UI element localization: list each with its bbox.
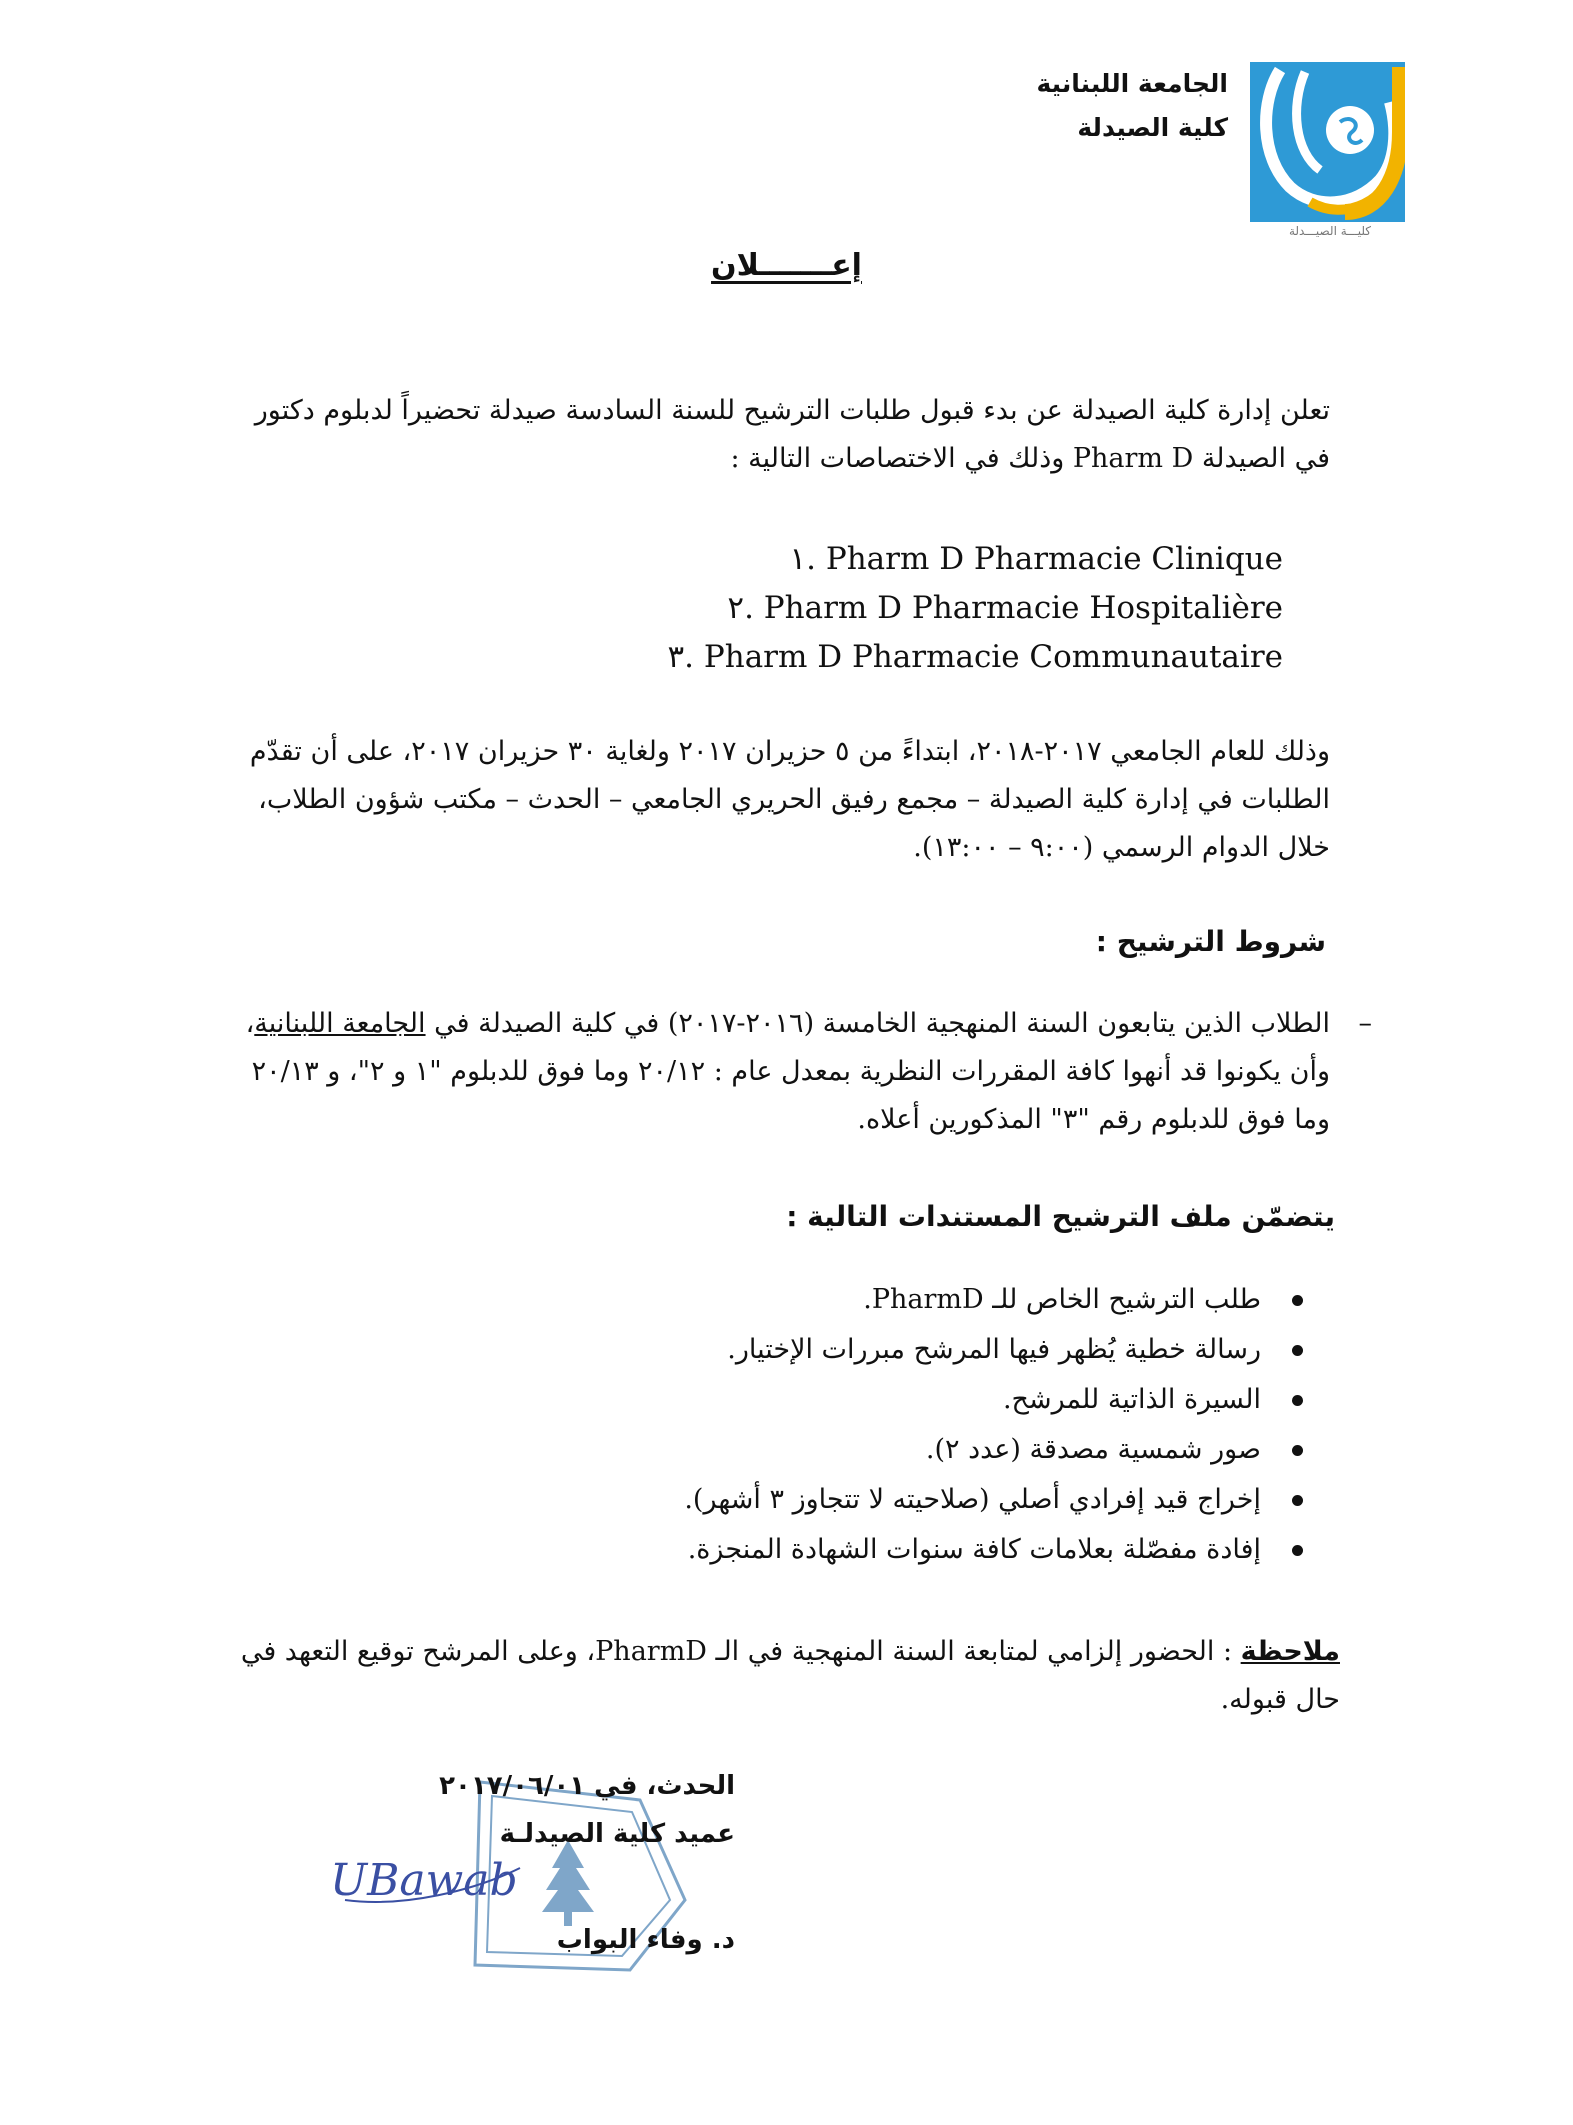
list-item: إخراج قيد إفرادي أصلي (صلاحيته لا تتجاوز ٣ أشهر). xyxy=(403,1475,1303,1525)
specialty-item: ١. Pharm D Pharmacie Clinique xyxy=(789,541,1283,577)
specialties-list xyxy=(483,535,1283,682)
condition-text-b: ، وأن يكونوا قد أنهوا كافة المقررات النظرية بمعدل عام : ٢٠/١٢ وما فوق للدبلوم "١ و ٢"، و ٢٠/١٣ وما فوق للدبلوم رقم "٣" المذكورين أعلاه. xyxy=(245,1008,1330,1135)
signoff-block xyxy=(235,1762,735,1964)
dash-marker: – xyxy=(1358,1008,1372,1039)
faculty-logo-icon xyxy=(1250,62,1405,222)
signer-name: د. وفاء البواب xyxy=(556,1925,735,1955)
condition-text-underlined: الجامعة اللبنانية xyxy=(254,1008,426,1039)
list-item: السيرة الذاتية للمرشح. xyxy=(403,1375,1303,1425)
signer-role: عميد كلية الصيدلـة xyxy=(499,1819,735,1849)
list-item: صور شمسية مصدقة (عدد ٢). xyxy=(403,1425,1303,1475)
intro-paragraph: تعلن إدارة كلية الصيدلة عن بدء قبول طلبات الترشيح للسنة السادسة صيدلة تحضيراً لدبلوم دكتور في الصيدلة Pharm D وذلك في الاختصاصات التالية : xyxy=(254,395,1330,474)
documents-list xyxy=(403,1275,1303,1575)
place-date: الحدث، في ٢٠١٧/٠٦/٠١ xyxy=(439,1771,735,1801)
note-label: ملاحظة xyxy=(1240,1636,1340,1667)
documents-heading: يتضمّن ملف الترشيح المستندات التالية : xyxy=(786,1200,1335,1233)
svg-text:UBawab: UBawab xyxy=(330,1855,518,1906)
note-paragraph xyxy=(240,1628,1340,1724)
faculty-name: كلية الصيدلة xyxy=(1077,113,1228,142)
condition-text-a: الطلاب الذين يتابعون السنة المنهجية الخامسة (٢٠١٦-٢٠١٧) في كلية الصيدلة في xyxy=(425,1008,1330,1039)
specialty-item: ٣. Pharm D Pharmacie Communautaire xyxy=(667,639,1283,675)
letterhead xyxy=(828,62,1228,150)
list-item: إفادة مفصّلة بعلامات كافة سنوات الشهادة المنجزة. xyxy=(403,1525,1303,1575)
conditions-heading: شروط الترشيح : xyxy=(1095,925,1326,958)
note-text: : الحضور إلزامي لمتابعة السنة المنهجية في الـ PharmD، وعلى المرشح توقيع التعهد في حال قبوله. xyxy=(240,1636,1340,1715)
title-text: إعـــــــلان xyxy=(711,248,862,283)
logo-caption: كليـــة الصيـــدلة xyxy=(1288,224,1372,238)
document-title xyxy=(0,248,1573,283)
university-name: الجامعة اللبنانية xyxy=(1036,69,1228,98)
condition-item xyxy=(240,1000,1372,1144)
list-item: طلب الترشيح الخاص للـ PharmD. xyxy=(403,1275,1303,1325)
list-item: رسالة خطية يُظهر فيها المرشح مبررات الإختيار. xyxy=(403,1325,1303,1375)
specialty-item: ٢. Pharm D Pharmacie Hospitalière xyxy=(727,590,1283,626)
schedule-paragraph: وذلك للعام الجامعي ٢٠١٧-٢٠١٨، ابتداءً من ٥ حزيران ٢٠١٧ ولغاية ٣٠ حزيران ٢٠١٧، على أن تقدّم الطلبات في إدارة كلية الصيدلة – مجمع رفيق الحريري الجامعي – الحدث – مكتب شؤون الطلاب، خلال الدوام الرسمي (٩:٠٠ – ١٣:٠٠). xyxy=(249,736,1330,863)
